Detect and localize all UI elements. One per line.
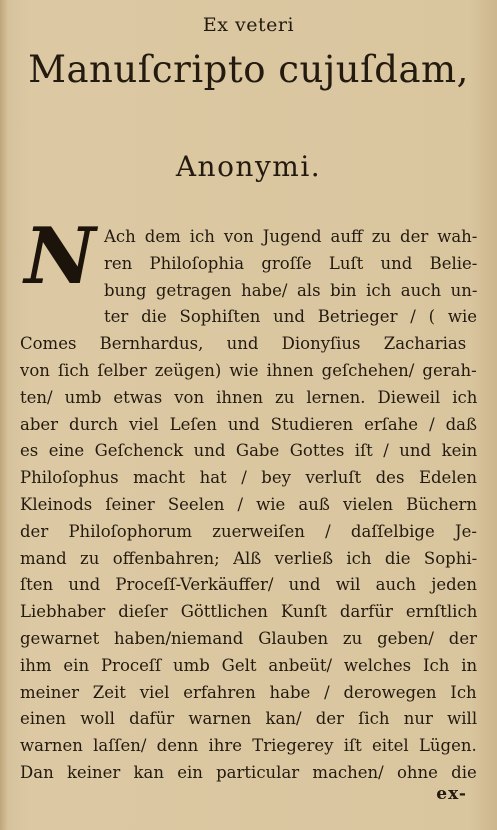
body-line: ihm ein Proceſſ umb Gelt anbeüt/ welches Ich in (20, 655, 478, 675)
body-line: mand zu offenbahren; Alß verließ ich die Sophi- (20, 548, 478, 568)
body-line: Philoſophus macht hat / bey verluſt des Edelen (20, 468, 477, 488)
decorative-drop-cap: N (24, 210, 96, 302)
body-line: bung getragen habe/ als bin ich auch un- (104, 280, 478, 300)
body-line: der Philoſophorum zuerweiſen / daſſelbige Je- (20, 521, 477, 541)
heading-ex-veteri: Ex veteri (202, 14, 295, 36)
body-line: Comes Bernhardus, und Dionyſius Zacharias (20, 334, 467, 354)
body-line: gewarnet haben/niemand Glauben zu geben/ der (20, 629, 477, 648)
body-line: ſten und Proceſſ-Verkäuffer/ und wil auch jeden (20, 575, 478, 595)
body-line: es eine Geſchenck und Gabe Gottes iſt / und kein (20, 441, 478, 461)
body-line: Ach dem ich von Jugend auff zu der wah- (104, 227, 478, 246)
heading-anonymi: Anonymi. (175, 150, 322, 183)
body-line: aber durch viel Leſen und Studieren erſahe / daß (20, 414, 478, 434)
body-line: von ſich ſelber zeügen) wie ihnen geſchehen/ gerah- (20, 361, 477, 380)
heading-manuscripto: Manuſcripto cujuſdam, (28, 48, 469, 91)
body-line: Liebhaber dieſer Göttlichen Kunſt darfür ernſtlich (20, 602, 478, 622)
body-line: Dan keiner kan ein particular machen/ ohne die (20, 763, 477, 782)
body-line: Kleinods ſeiner Seelen / wie auß vielen Büchern (20, 495, 478, 514)
catchword: ex- (436, 784, 467, 804)
body-line: warnen laſſen/ denn ihre Triegerey iſt eitel Lügen. (20, 736, 477, 756)
body-line: ten/ umb etwas von ihnen zu lernen. Dieweil ich (20, 387, 478, 407)
body-line: meiner Zeit viel erfahren habe / derowegen Ich (20, 682, 477, 702)
body-line: einen woll dafür warnen kan/ der ſich nur will (20, 709, 478, 729)
body-line: ter die Sophiſten und Betrieger / ( wie (104, 307, 478, 327)
body-line: ren Philoſophia groſſe Luſt und Belie- (104, 253, 478, 273)
